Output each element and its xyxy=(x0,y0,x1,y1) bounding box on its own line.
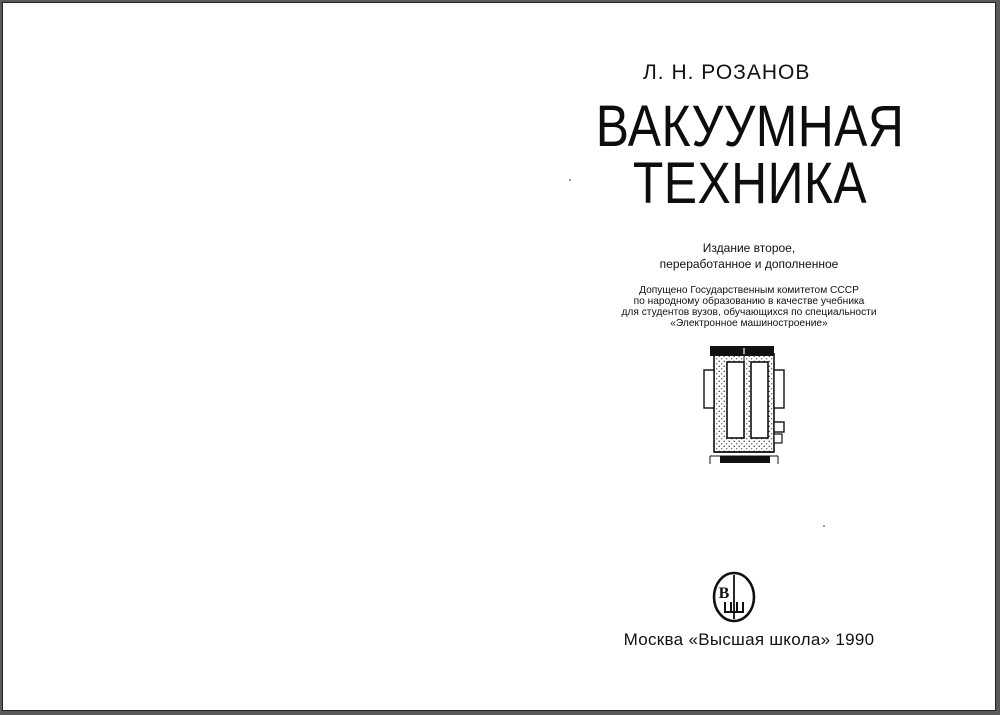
approval-line-2: по народному образованию в качестве учебника xyxy=(633,296,865,307)
book-title-line-2: ТЕХНИКА xyxy=(632,151,868,216)
approval-line-3: для студентов вузов, обучающихся по специальности xyxy=(621,307,877,318)
paper-speck xyxy=(823,525,825,527)
author-name: Л. Н. РОЗАНОВ xyxy=(643,61,811,84)
approval-line-4: «Электронное машиностроение» xyxy=(670,318,828,329)
approval-line-1: Допущено Государственным комитетом СССР xyxy=(639,285,859,296)
publisher-logo-icon xyxy=(711,571,757,623)
edition-line-2: переработанное и дополненное xyxy=(659,257,839,271)
edition-line-1: Издание второе, xyxy=(702,241,796,255)
vacuum-chamber-illustration xyxy=(698,340,794,468)
book-spread xyxy=(2,2,996,711)
paper-speck xyxy=(569,179,571,181)
book-title-line-1: ВАКУУМНАЯ xyxy=(595,94,905,159)
publisher-imprint: Москва «Высшая школа» 1990 xyxy=(623,630,875,649)
svg-text:В: В xyxy=(718,585,730,602)
